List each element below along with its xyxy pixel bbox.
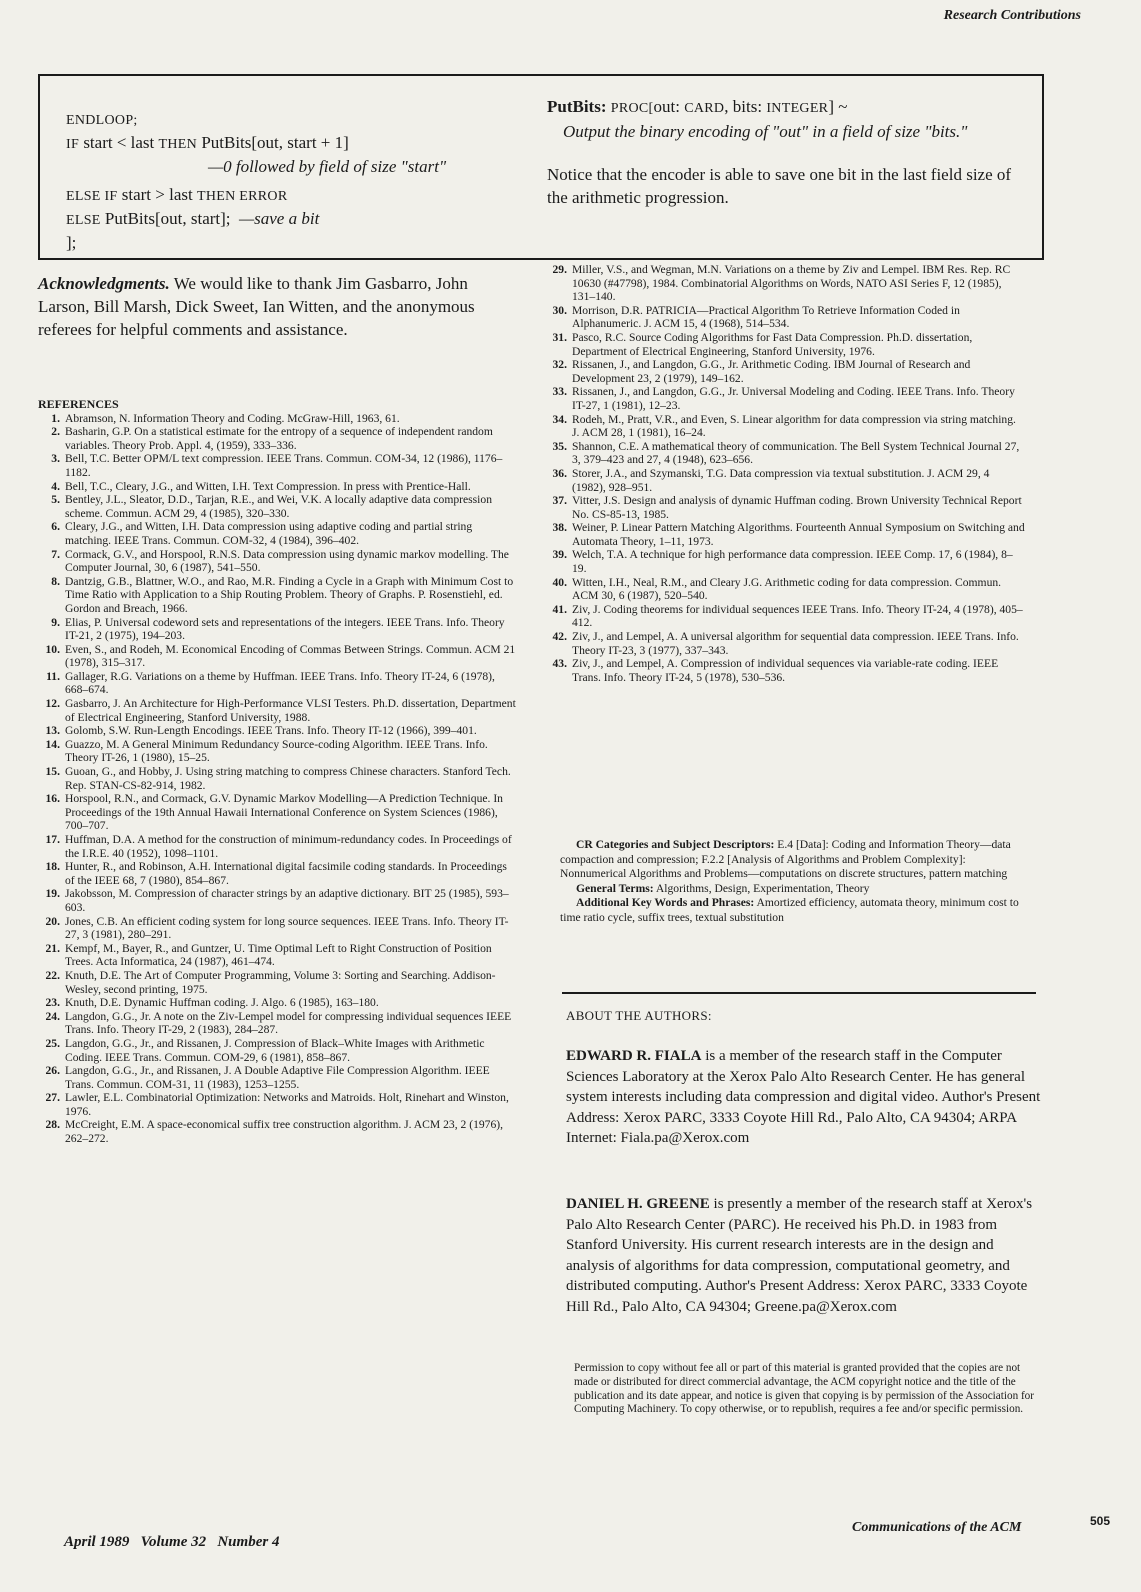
acknowledgments-heading: Acknowledgments.: [38, 274, 170, 293]
reference-item: [545, 331, 1025, 358]
reference-number: 33.: [552, 385, 567, 399]
reference-text: Gallager, R.G. Variations on a theme by Huffman. IEEE Trans. Info. Theory IT-24, 6 (1978), 668–674.: [65, 669, 495, 697]
reference-number: 21.: [45, 941, 60, 955]
reference-item: [38, 520, 516, 547]
reference-text: Abramson, N. Information Theory and Coding. McGraw-Hill, 1963, 61.: [65, 411, 400, 425]
reference-number: 34.: [552, 412, 567, 426]
reference-item: [38, 833, 516, 860]
reference-list: [38, 412, 516, 1146]
putbits-header: PutBits: PROC[out: CARD, bits: INTEGER] ~: [547, 97, 848, 116]
reference-text: Horspool, R.N., and Cormack, G.V. Dynamic Markov Modelling—A Prediction Technique. In Proceedings of the 19th Annual Hawaii International Conference on System Sciences (1986), 700–707.: [65, 792, 503, 833]
reference-number: 30.: [552, 303, 567, 317]
reference-item: [38, 697, 516, 724]
reference-item: [38, 887, 516, 914]
code-line: ELSE IF start > last THEN ERROR: [66, 185, 288, 204]
reference-number: 42.: [552, 630, 567, 644]
reference-number: 4.: [51, 479, 60, 493]
reference-number: 26.: [45, 1064, 60, 1078]
author-name: EDWARD R. FIALA: [566, 1048, 702, 1064]
reference-text: Guazzo, M. A General Minimum Redundancy Source-coding Algorithm. IEEE Trans. Info. Theory IT-26, 1 (1980), 15–25.: [65, 737, 488, 765]
reference-item: [545, 358, 1025, 385]
reference-number: 6.: [51, 520, 60, 534]
reference-number: 11.: [46, 669, 60, 683]
reference-item: [545, 630, 1025, 657]
reference-text: Guoan, G., and Hobby, J. Using string matching to compress Chinese characters. Stanford Tech. Rep. STAN-CS-82-914, 1982.: [65, 765, 511, 792]
reference-text: Jones, C.B. An efficient coding system for long source sequences. IEEE Trans. Info. Theory IT-27, 3 (1981), 280–291.: [65, 914, 509, 942]
reference-text: Langdon, G.G., Jr. A note on the Ziv-Lempel model for compressing individual sequences IEEE Trans. Info. Theory IT-29, 2 (1983), 284–287.: [65, 1009, 512, 1037]
reference-item: [38, 996, 516, 1010]
reference-item: [38, 1118, 516, 1145]
reference-text: McCreight, E.M. A space-economical suffix tree construction algorithm. J. ACM 23, 2 (1976), 262–272.: [65, 1118, 504, 1146]
journal-footer: Communications of the ACM: [852, 1520, 1022, 1535]
reference-item: [545, 467, 1025, 494]
reference-number: 28.: [45, 1118, 60, 1132]
reference-number: 19.: [45, 887, 60, 901]
page-number: 505: [1090, 1514, 1111, 1528]
reference-text: Kempf, M., Bayer, R., and Guntzer, U. Time Optimal Left to Right Construction of Position Trees. Acta Informatica, 24 (1987), 461–474.: [65, 941, 492, 969]
reference-number: 14.: [45, 737, 60, 751]
reference-text: Knuth, D.E. The Art of Computer Programming, Volume 3: Sorting and Searching. Addison-Wesley, second printing, 1975.: [65, 968, 496, 996]
code-line: —0 followed by field of size "start": [208, 157, 447, 176]
reference-number: 9.: [51, 615, 60, 629]
reference-text: Golomb, S.W. Run-Length Encodings. IEEE Trans. Info. Theory IT-12 (1966), 399–401.: [65, 724, 477, 738]
reference-item: [38, 575, 516, 616]
reference-number: 5.: [51, 493, 60, 507]
reference-text: Vitter, J.S. Design and analysis of dynamic Huffman coding. Brown University Technical Report No. CS-85-13, 1985.: [572, 494, 1022, 521]
reference-text: Weiner, P. Linear Pattern Matching Algorithms. Fourteenth Annual Symposium on Switching and Automata Theory, 1–11, 1973.: [572, 521, 1025, 548]
reference-text: Ziv, J., and Lempel, A. Compression of individual sequences via variable-rate coding. IEEE Trans. Info. Theory IT-24, 5 (1978), 530–536.: [572, 657, 999, 684]
reference-item: [38, 724, 516, 738]
code-line: ];: [66, 233, 77, 252]
reference-number: 38.: [552, 521, 567, 535]
running-head: Research Contributions: [943, 8, 1081, 23]
reference-item: [38, 942, 516, 969]
reference-number: 24.: [45, 1009, 60, 1023]
permission-notice: Permission to copy without fee all or part of this material is granted provided that the copies are not made or distributed for direct commercial advantage, the ACM copyright notice and the title of the publication and its date appear, and notice is given that copying is by permission of the Association for Computing Machinery. To copy otherwise, or to republish, requires a fee and/or specific permission.: [574, 1362, 1035, 1416]
reference-text: Miller, V.S., and Wegman, M.N. Variations on a theme by Ziv and Lempel. IBM Res. Rep. RC 10630 (#47798), 1984. Combinatorial Algorithms on Words, NATO ASI Series F, 12 (1985), 131–140.: [572, 263, 1011, 304]
reference-item: [38, 969, 516, 996]
reference-text: Jakobsson, M. Compression of character strings by an adaptive dictionary. BIT 25 (1985), 593–603.: [65, 887, 509, 914]
reference-item: [545, 521, 1025, 548]
reference-text: Bentley, J.L., Sleator, D.D., Tarjan, R.E., and Wei, V.K. A locally adaptive data compression scheme. Commun. ACM 29, 4 (1985), 320–330.: [65, 493, 493, 520]
reference-number: 36.: [552, 466, 567, 480]
code-listing: [66, 108, 536, 254]
reference-text: Langdon, G.G., Jr., and Rissanen, J. A Double Adaptive File Compression Algorithm. IEEE Trans. Commun. COM-31, 11 (1983), 1253–1255.: [65, 1064, 490, 1091]
reference-item: [545, 576, 1025, 603]
reference-text: Even, S., and Rodeh, M. Economical Encoding of Commas Between Strings. Commun. ACM 21 (1978), 315–317.: [65, 642, 516, 670]
reference-number: 37.: [552, 494, 567, 508]
reference-item: [38, 616, 516, 643]
reference-item: [38, 1064, 516, 1091]
reference-number: 2.: [51, 425, 60, 439]
reference-text: Knuth, D.E. Dynamic Huffman coding. J. Algo. 6 (1985), 163–180.: [65, 996, 379, 1010]
reference-text: Basharin, G.P. On a statistical estimate for the entropy of a sequence of independent random variables. Theory Prob. Appl. 4, (1959), 333–336.: [65, 425, 493, 452]
reference-text: Ziv, J. Coding theorems for individual sequences IEEE Trans. Info. Theory IT-24, 4 (1978), 405–412.: [572, 602, 1023, 630]
reference-item: [545, 603, 1025, 630]
reference-item: [38, 765, 516, 792]
reference-number: 32.: [552, 358, 567, 372]
reference-item: [545, 304, 1025, 331]
reference-number: 43.: [552, 657, 567, 671]
references-right: [545, 263, 1025, 684]
reference-item: [38, 493, 516, 520]
about-authors-heading: ABOUT THE AUTHORS:: [566, 1008, 712, 1023]
author-bio-fiala: EDWARD R. FIALA is a member of the research staff in the Computer Sciences Laboratory at the Xerox Palo Alto Research Center. He has general system interests including data compression and digital video. Author's Present Address: Xerox PARC, 3333 Coyote Hill Rd., Palo Alto, CA 94304; ARPA Internet: Fiala.pa@Xerox.com: [566, 1048, 1041, 1146]
reference-text: Bell, T.C., Cleary, J.G., and Witten, I.H. Text Compression. In press with Prentice-Hall.: [65, 479, 471, 493]
reference-number: 13.: [45, 724, 60, 738]
code-line: ELSE PutBits[out, start]; —save a bit: [66, 209, 320, 228]
cr-categories: [560, 838, 1032, 926]
reference-number: 20.: [45, 914, 60, 928]
reference-number: 29.: [552, 263, 567, 276]
reference-item: [38, 643, 516, 670]
reference-number: 18.: [45, 860, 60, 874]
reference-number: 3.: [51, 452, 60, 466]
putbits-description: [547, 95, 1017, 209]
reference-item: [38, 670, 516, 697]
reference-text: Rodeh, M., Pratt, V.R., and Even, S. Linear algorithm for data compression via string matching. J. ACM 28, 1 (1981), 16–24.: [572, 412, 1016, 440]
reference-text: Bell, T.C. Better OPM/L text compression. IEEE Trans. Commun. COM-34, 12 (1986), 1176–1182.: [65, 452, 503, 479]
reference-text: Cleary, J.G., and Witten, I.H. Data compression using adaptive coding and partial string matching. IEEE Trans. Commun. COM-32, 4 (1984), 396–402.: [65, 520, 473, 547]
reference-number: 15.: [45, 765, 60, 779]
reference-item: [38, 915, 516, 942]
reference-number: 23.: [45, 996, 60, 1010]
reference-item: [38, 452, 516, 479]
reference-item: [38, 412, 516, 426]
reference-number: 25.: [45, 1036, 60, 1050]
author-name: DANIEL H. GREENE: [566, 1196, 710, 1212]
reference-number: 40.: [552, 575, 567, 589]
reference-number: 16.: [45, 792, 60, 806]
cr-key-words: Additional Key Words and Phrases: Amortized efficiency, automata theory, minimum cost to time ratio cycle, suffix trees, textual substitution: [560, 896, 1019, 924]
reference-text: Langdon, G.G., Jr., and Rissanen, J. Compression of Black–White Images with Arithmetic Coding. IEEE Trans. Commun. COM-29, 6 (1981), 858–867.: [65, 1036, 485, 1064]
reference-number: 35.: [552, 439, 567, 453]
reference-list: [545, 263, 1025, 684]
author-bio-greene: DANIEL H. GREENE is presently a member of the research staff at Xerox's Palo Alto Research Center (PARC). He received his Ph.D. in 1983 from Stanford University. His current research interests are in the design and analysis of algorithms for data compression, computational geometry, and distributed computing. Author's Present Address: Xerox PARC, 3333 Coyote Hill Rd., Palo Alto, CA 94304; Greene.pa@Xerox.com: [566, 1196, 1033, 1315]
code-line: ENDLOOP;: [66, 113, 138, 128]
reference-text: Gasbarro, J. An Architecture for High-Performance VLSI Testers. Ph.D. dissertation, Department of Electrical Engineering, Stanford University, 1988.: [65, 697, 516, 724]
reference-number: 27.: [45, 1091, 60, 1105]
reference-text: Pasco, R.C. Source Coding Algorithms for Fast Data Compression. Ph.D. dissertation, Department of Electrical Engineering, Stanford University, 1976.: [572, 330, 973, 358]
reference-item: [38, 425, 516, 452]
reference-item: [38, 860, 516, 887]
reference-item: [38, 792, 516, 833]
reference-item: [545, 263, 1025, 304]
reference-text: Dantzig, G.B., Blattner, W.O., and Rao, M.R. Finding a Cycle in a Graph with Minimum Cost to Time Ratio with Application to a Ship Routing Problem. Theory of Graphs. P. Rosenstiehl, ed. Gordon and Breach, 1966.: [65, 574, 514, 615]
reference-item: [545, 385, 1025, 412]
reference-number: 12.: [45, 697, 60, 711]
reference-number: 39.: [552, 548, 567, 562]
reference-text: Shannon, C.E. A mathematical theory of communication. The Bell System Technical Journal 27, 3, 379–423 and 27, 4 (1948), 623–656.: [572, 439, 1020, 467]
reference-item: [38, 1010, 516, 1037]
reference-text: Witten, I.H., Neal, R.M., and Cleary J.G. Arithmetic coding for data compression. Commun. ACM 30, 6 (1987), 520–540.: [572, 575, 1002, 603]
reference-item: [545, 494, 1025, 521]
reference-text: Ziv, J., and Lempel, A. A universal algorithm for sequential data compression. IEEE Trans. Info. Theory IT-23, 3 (1977), 337–343.: [572, 630, 1019, 657]
reference-item: [38, 548, 516, 575]
reference-text: Rissanen, J., and Langdon, G.G., Jr. Universal Modeling and Coding. IEEE Trans. Info. Theory IT-27, 1 (1981), 12–23.: [572, 385, 1015, 412]
reference-text: Huffman, D.A. A method for the construction of minimum-redundancy codes. In Proceedings of the I.R.E. 40 (1952), 1098–1101.: [65, 833, 512, 860]
references-heading: REFERENCES: [38, 397, 119, 411]
reference-item: [38, 1091, 516, 1118]
reference-text: Elias, P. Universal codeword sets and representations of the integers. IEEE Trans. Info. Theory IT-21, 2 (1975), 194–203.: [65, 615, 505, 643]
acknowledgments-text: We would like to thank Jim Gasbarro, John Larson, Bill Marsh, Dick Sweet, Ian Witten, and the anonymous referees for helpful comments and assistance.: [38, 274, 475, 339]
reference-text: Cormack, G.V., and Horspool, R.N.S. Data compression using dynamic markov modelling. The Computer Journal, 30, 6 (1987), 541–550.: [65, 547, 509, 575]
reference-text: Morrison, D.R. PATRICIA—Practical Algorithm To Retrieve Information Coded in Alphanumeric. J. ACM 15, 4 (1968), 514–534.: [572, 303, 960, 331]
acknowledgments: [38, 272, 508, 341]
reference-number: 1.: [51, 411, 60, 425]
code-line: IF start < last THEN PutBits[out, start + 1]: [66, 133, 349, 152]
issue-footer: April 1989 Volume 32 Number 4: [64, 1534, 280, 1550]
reference-number: 31.: [552, 330, 567, 344]
cr-general-terms: General Terms: Algorithms, Design, Experimentation, Theory: [576, 881, 870, 895]
reference-item: [545, 548, 1025, 575]
reference-text: Lawler, E.L. Combinatorial Optimization: Networks and Matroids. Holt, Rinehart and Winston, 1976.: [65, 1091, 509, 1118]
reference-text: Hunter, R., and Robinson, A.H. International digital facsimile coding standards. In Proceedings of the IEEE 68, 7 (1980), 854–867.: [65, 860, 507, 887]
reference-item: [545, 657, 1025, 684]
reference-item: [38, 738, 516, 765]
reference-text: Welch, T.A. A technique for high performance data compression. IEEE Comp. 17, 6 (1984), 8–19.: [572, 548, 1013, 576]
putbits-desc: Output the binary encoding of "out" in a field of size "bits.": [563, 122, 968, 141]
reference-text: Rissanen, J., and Langdon, G.G., Jr. Arithmetic Coding. IBM Journal of Research and Development 23, 2 (1979), 149–162.: [572, 358, 971, 385]
reference-number: 10.: [45, 642, 60, 656]
reference-item: [38, 480, 516, 494]
reference-number: 22.: [45, 968, 60, 982]
references-left: [38, 398, 516, 1146]
section-divider: [562, 992, 1036, 994]
reference-item: [545, 440, 1025, 467]
reference-number: 41.: [552, 602, 567, 616]
reference-number: 17.: [45, 833, 60, 846]
cr-subject-descriptors: CR Categories and Subject Descriptors: E.4 [Data]: Coding and Information Theory—data compaction and compression; F.2.2 [Analysis of Algorithms and Problem Complexity]: Nonnumerical Algorithms and Problems—computations on discrete structures, pattern matching: [560, 838, 1011, 881]
reference-item: [545, 413, 1025, 440]
reference-number: 8.: [51, 574, 60, 588]
reference-text: Storer, J.A., and Szymanski, T.G. Data compression via textual substitution. J. ACM 29, 4 (1982), 928–951.: [572, 466, 990, 494]
reference-number: 7.: [51, 547, 60, 561]
reference-item: [38, 1037, 516, 1064]
encoder-notice: Notice that the encoder is able to save one bit in the last field size of the arithmetic progression.: [547, 165, 1012, 207]
